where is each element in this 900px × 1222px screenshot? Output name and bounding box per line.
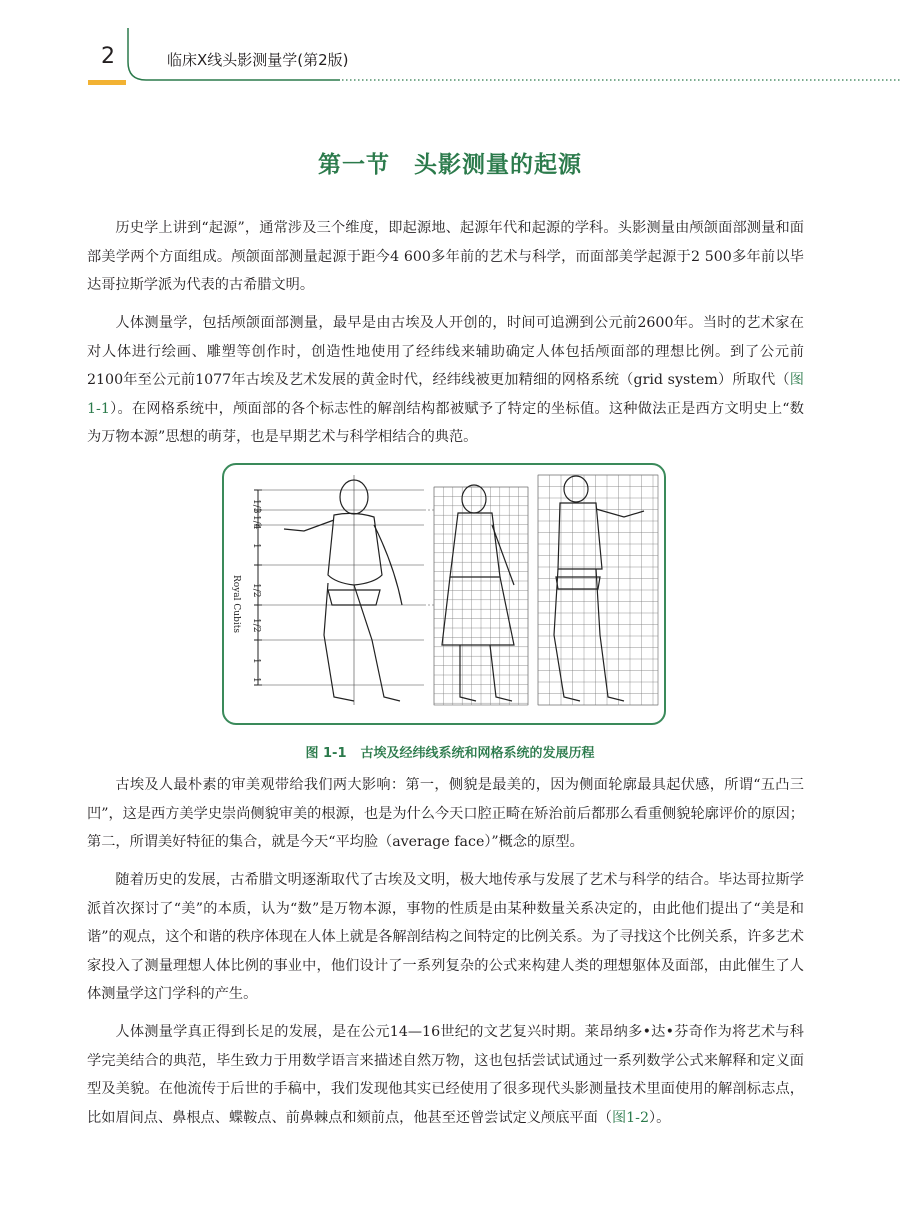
page-header: [0, 0, 900, 90]
figure-reference-1-1[interactable]: 图1-1: [87, 372, 804, 417]
scale-label-1: 1/3: [251, 499, 261, 514]
paragraph-4: 随着历史的发展，古希腊文明逐渐取代了古埃及文明，极大地传承与发展了艺术与科学的结合。毕达哥拉斯学派首次探讨了“美”的本质，认为“数”是万物本源，事物的性质是由某种数量关系决定的，由此他们提出了“美是和谐”的观点，这个和谐的秩序体现在人体上就是各解剖结构之间特定的比例关系。为了寻找这个比例关系，许多艺术家投入了测量理想人体比例的事业中，他们设计了一系列复杂的公式来构建人类的理想躯体及面部，由此催生了人体测量学这门学科的产生。: [87, 872, 804, 1003]
paragraph-5-text-b: ）。: [649, 1109, 671, 1126]
figure-reference-1-2[interactable]: 图1-2: [611, 1109, 649, 1126]
page-number: 2: [101, 44, 115, 69]
paragraph-2-text-b: ）。在网格系统中，颅面部的各个标志性的解剖结构都被赋予了特定的坐标值。这种做法正是西方文明史上“数为万物本源”思想的萌芽，也是早期艺术与科学相结合的典范。: [87, 400, 804, 446]
scale-label-2: 1/4: [251, 515, 261, 530]
paragraph-2-text-a: 人体测量学，包括颅颌面部测量，最早是由古埃及人开创的，时间可追溯到公元前2600年。当时的艺术家在对人体进行绘画、雕塑等创作时，创造性地使用了经纬线来辅助确定人体包括颅面部的理想比例。到了公元前2100年至公元前1077年古埃及艺术发展的黄金时代，经纬线被更加精细的网格系统（grid system）所取代（: [87, 315, 804, 389]
paragraph-5: [87, 1018, 804, 1132]
figure-caption: [0, 742, 900, 761]
scale-label-6: 1: [251, 658, 261, 664]
figure-1-1: [222, 463, 666, 725]
figure-1-1-illustration: [224, 465, 664, 723]
paragraph-1: 历史学上讲到“起源”，通常涉及三个维度，即起源地、起源年代和起源的学科。头影测量由颅颌面部测量和面部美学两个方面组成。颅颌面部测量起源于距今4 600多年前的艺术与科学，而面部美学起源于2 500多年前以毕达哥拉斯学派为代表的古希腊文明。: [87, 220, 804, 294]
paragraph-5-text-a: 人体测量学真正得到长足的发展，是在公元14—16世纪的文艺复兴时期。莱昂纳多•达•芬奇作为将艺术与科学完美结合的典范，毕生致力于用数学语言来描述自然万物，这也包括尝试试通过一系列数学公式来解释和定义面型及美貌。在他流传于后世的手稿中，我们发现他其实已经使用了很多现代头影测量技术里面使用的解剖标志点，比如眉间点、鼻根点、蝶鞍点、前鼻棘点和颏前点，他甚至还曾尝试定义颅底平面（: [87, 1024, 804, 1126]
scale-label-7: 1: [251, 677, 261, 683]
scale-label-3: 1: [251, 543, 261, 549]
scale-label-5: 1/2: [251, 618, 261, 633]
figure-caption-number: 图 1-1: [305, 746, 347, 761]
scale-title: Royal Cubits: [231, 575, 241, 633]
scale-label-4: 1/2: [251, 583, 261, 598]
page-number-accent: [88, 80, 126, 85]
header-frame: [0, 0, 900, 90]
egyptian-figure-right: [554, 476, 644, 701]
paragraph-3: 古埃及人最朴素的审美观带给我们两大影响：第一，侧貌是最美的，因为侧面轮廓最具起伏感，所谓“五凸三凹”，这是西方美学史崇尚侧貌审美的根源，也是为什么今天口腔正畸在矫治前后都那么看重侧貌轮廓评价的原因；第二，所谓美好特征的集合，就是今天“平均脸（average face）”概念的原型。: [87, 777, 804, 851]
figure-caption-text: 古埃及经纬线系统和网格系统的发展历程: [360, 746, 595, 761]
paragraph-2: [87, 309, 804, 452]
egyptian-figure-left: [284, 480, 402, 701]
book-title: 临床X线头影测量学(第2版): [167, 51, 349, 69]
section-title: 第一节 头影测量的起源: [318, 152, 582, 178]
